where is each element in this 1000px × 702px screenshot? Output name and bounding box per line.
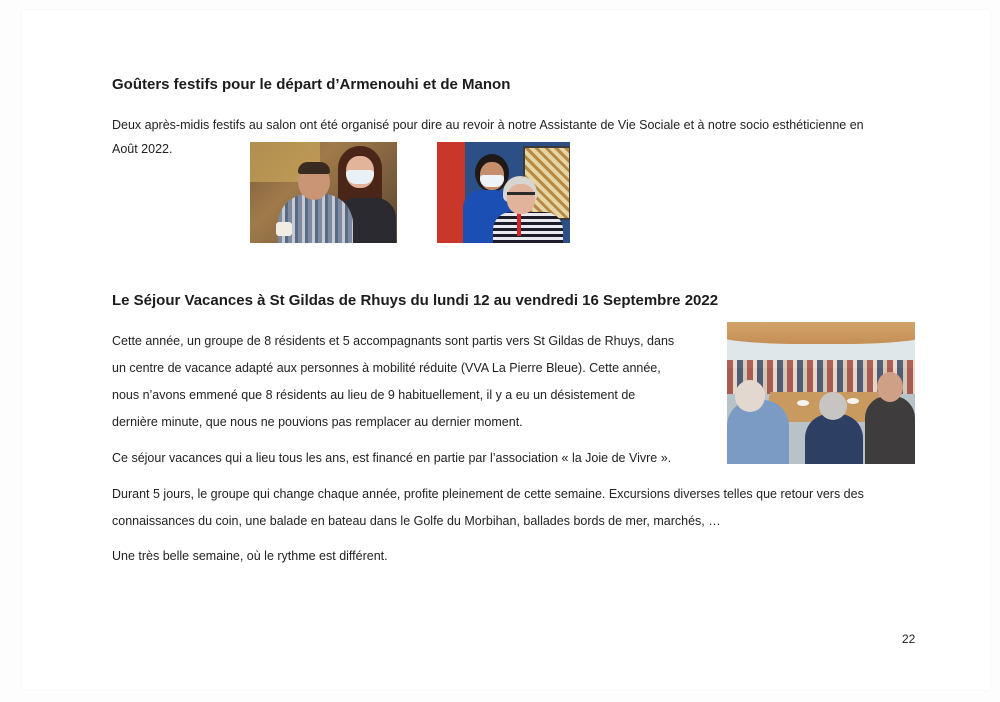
photo-two-women-portrait [437, 142, 570, 243]
gouters-text-line-1: Deux après-midis festifs au salon ont été organisé pour dire au revoir à notre Assistante de Vie Sociale et à notre socio esthéticienne en [112, 118, 864, 132]
sejour-para1-line-1: Cette année, un groupe de 8 résidents et 5 accompagnants sont partis vers St Gildas de Rhuys, dans [112, 334, 675, 348]
section-title-gouters: Goûters festifs pour le départ d’Armenouhi et de Manon [112, 76, 511, 93]
sejour-para1-line-2: un centre de vacance adapté aux personnes à mobilité réduite (VVA La Pierre Bleue). Cette année, [112, 361, 661, 375]
sejour-para2: Ce séjour vacances qui a lieu tous les ans, est financé en partie par l’association « la Joie de Vivre ». [112, 451, 672, 465]
sejour-para4: Une très belle semaine, où le rythme est différent. [112, 549, 388, 563]
gouters-text-line-2: Août 2022. [112, 142, 173, 156]
sejour-para3-line-1: Durant 5 jours, le groupe qui change chaque année, profite pleinement de cette semaine. Excursions diverses telles que retour vers des [112, 487, 864, 501]
page-number: 22 [902, 632, 916, 646]
sejour-para1-line-4: dernière minute, que nous ne pouvions pas remplacer au dernier moment. [112, 415, 523, 429]
photo-group-lunch-outdoors [727, 322, 915, 464]
sejour-para1-line-3: nous n’avons emmené que 8 résidents au lieu de 9 habituellement, il y a eu un désistement de [112, 388, 636, 402]
sejour-para3-line-2: connaissances du coin, une balade en bateau dans le Golfe du Morbihan, ballades bords de mer, marchés, … [112, 514, 721, 528]
photo-man-eating-with-woman [250, 142, 397, 243]
section-title-sejour: Le Séjour Vacances à St Gildas de Rhuys du lundi 12 au vendredi 16 Septembre 2022 [112, 292, 719, 309]
